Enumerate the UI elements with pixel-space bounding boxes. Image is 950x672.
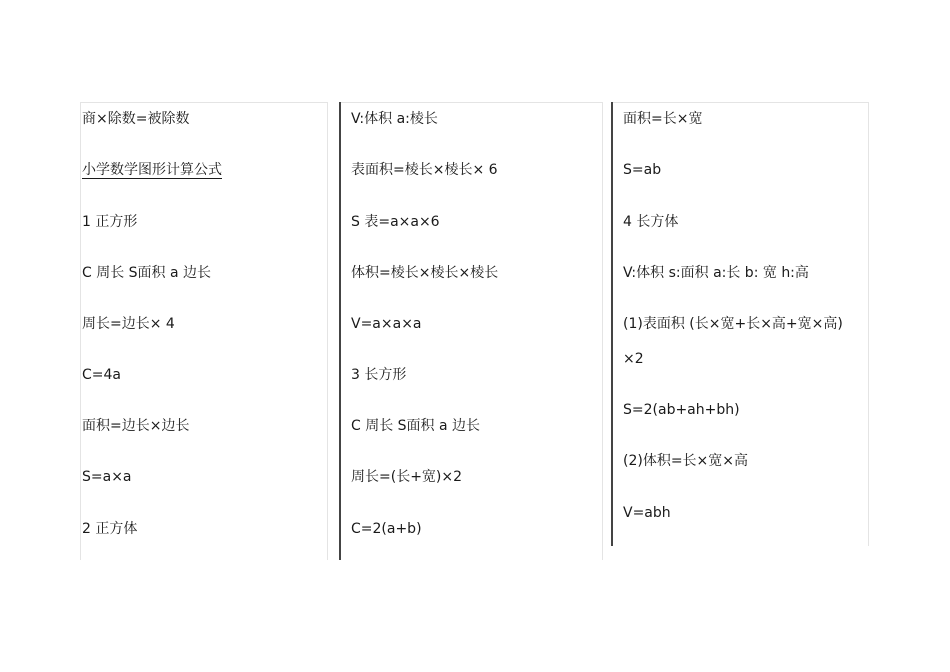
column-1 bbox=[80, 102, 328, 560]
text-line: V=abh bbox=[623, 505, 671, 521]
text-line: 面积=边长×边长 bbox=[82, 418, 190, 434]
column-top-border bbox=[80, 102, 328, 103]
text-line: C 周长 S面积 a 边长 bbox=[82, 265, 212, 281]
text-line: C 周长 S面积 a 边长 bbox=[351, 418, 481, 434]
column-3 bbox=[611, 102, 869, 546]
text-line: V:体积 s:面积 a:长 b: 宽 h:高 bbox=[623, 265, 809, 281]
text-line: C=2(a+b) bbox=[351, 521, 422, 537]
section-heading: 小学数学图形计算公式 bbox=[82, 162, 222, 178]
column-right-border bbox=[868, 102, 869, 546]
column-left-border bbox=[611, 102, 613, 546]
column-left-border bbox=[339, 102, 341, 560]
text-line: 商×除数=被除数 bbox=[82, 111, 190, 127]
text-line: S 表=a×a×6 bbox=[351, 214, 440, 230]
text-line: 3 长方形 bbox=[351, 367, 407, 383]
column-right-border bbox=[602, 102, 603, 560]
text-line: 面积=长×宽 bbox=[623, 111, 703, 127]
text-line: 1 正方形 bbox=[82, 214, 138, 230]
text-line: V=a×a×a bbox=[351, 316, 422, 332]
text-line: (1)表面积 (长×宽+长×高+宽×高) bbox=[623, 316, 843, 332]
text-line: 4 长方体 bbox=[623, 214, 679, 230]
text-line: S=2(ab+ah+bh) bbox=[623, 402, 740, 418]
text-line: S=a×a bbox=[82, 469, 132, 485]
text-line: 周长=(长+宽)×2 bbox=[351, 469, 463, 485]
column-top-border bbox=[611, 102, 869, 103]
text-line: V:体积 a:棱长 bbox=[351, 111, 438, 127]
text-line: C=4a bbox=[82, 367, 121, 383]
text-line: S=ab bbox=[623, 162, 662, 178]
column-right-border bbox=[327, 102, 328, 560]
text-line: 2 正方体 bbox=[82, 521, 138, 537]
text-line: 表面积=棱长×棱长× 6 bbox=[351, 162, 498, 178]
text-line: ×2 bbox=[623, 351, 644, 367]
column-top-border bbox=[339, 102, 603, 103]
column-2 bbox=[339, 102, 603, 560]
text-line: (2)体积=长×宽×高 bbox=[623, 453, 749, 469]
text-line: 体积=棱长×棱长×棱长 bbox=[351, 265, 499, 281]
column-left-border bbox=[80, 102, 81, 560]
text-line: 周长=边长× 4 bbox=[82, 316, 175, 332]
